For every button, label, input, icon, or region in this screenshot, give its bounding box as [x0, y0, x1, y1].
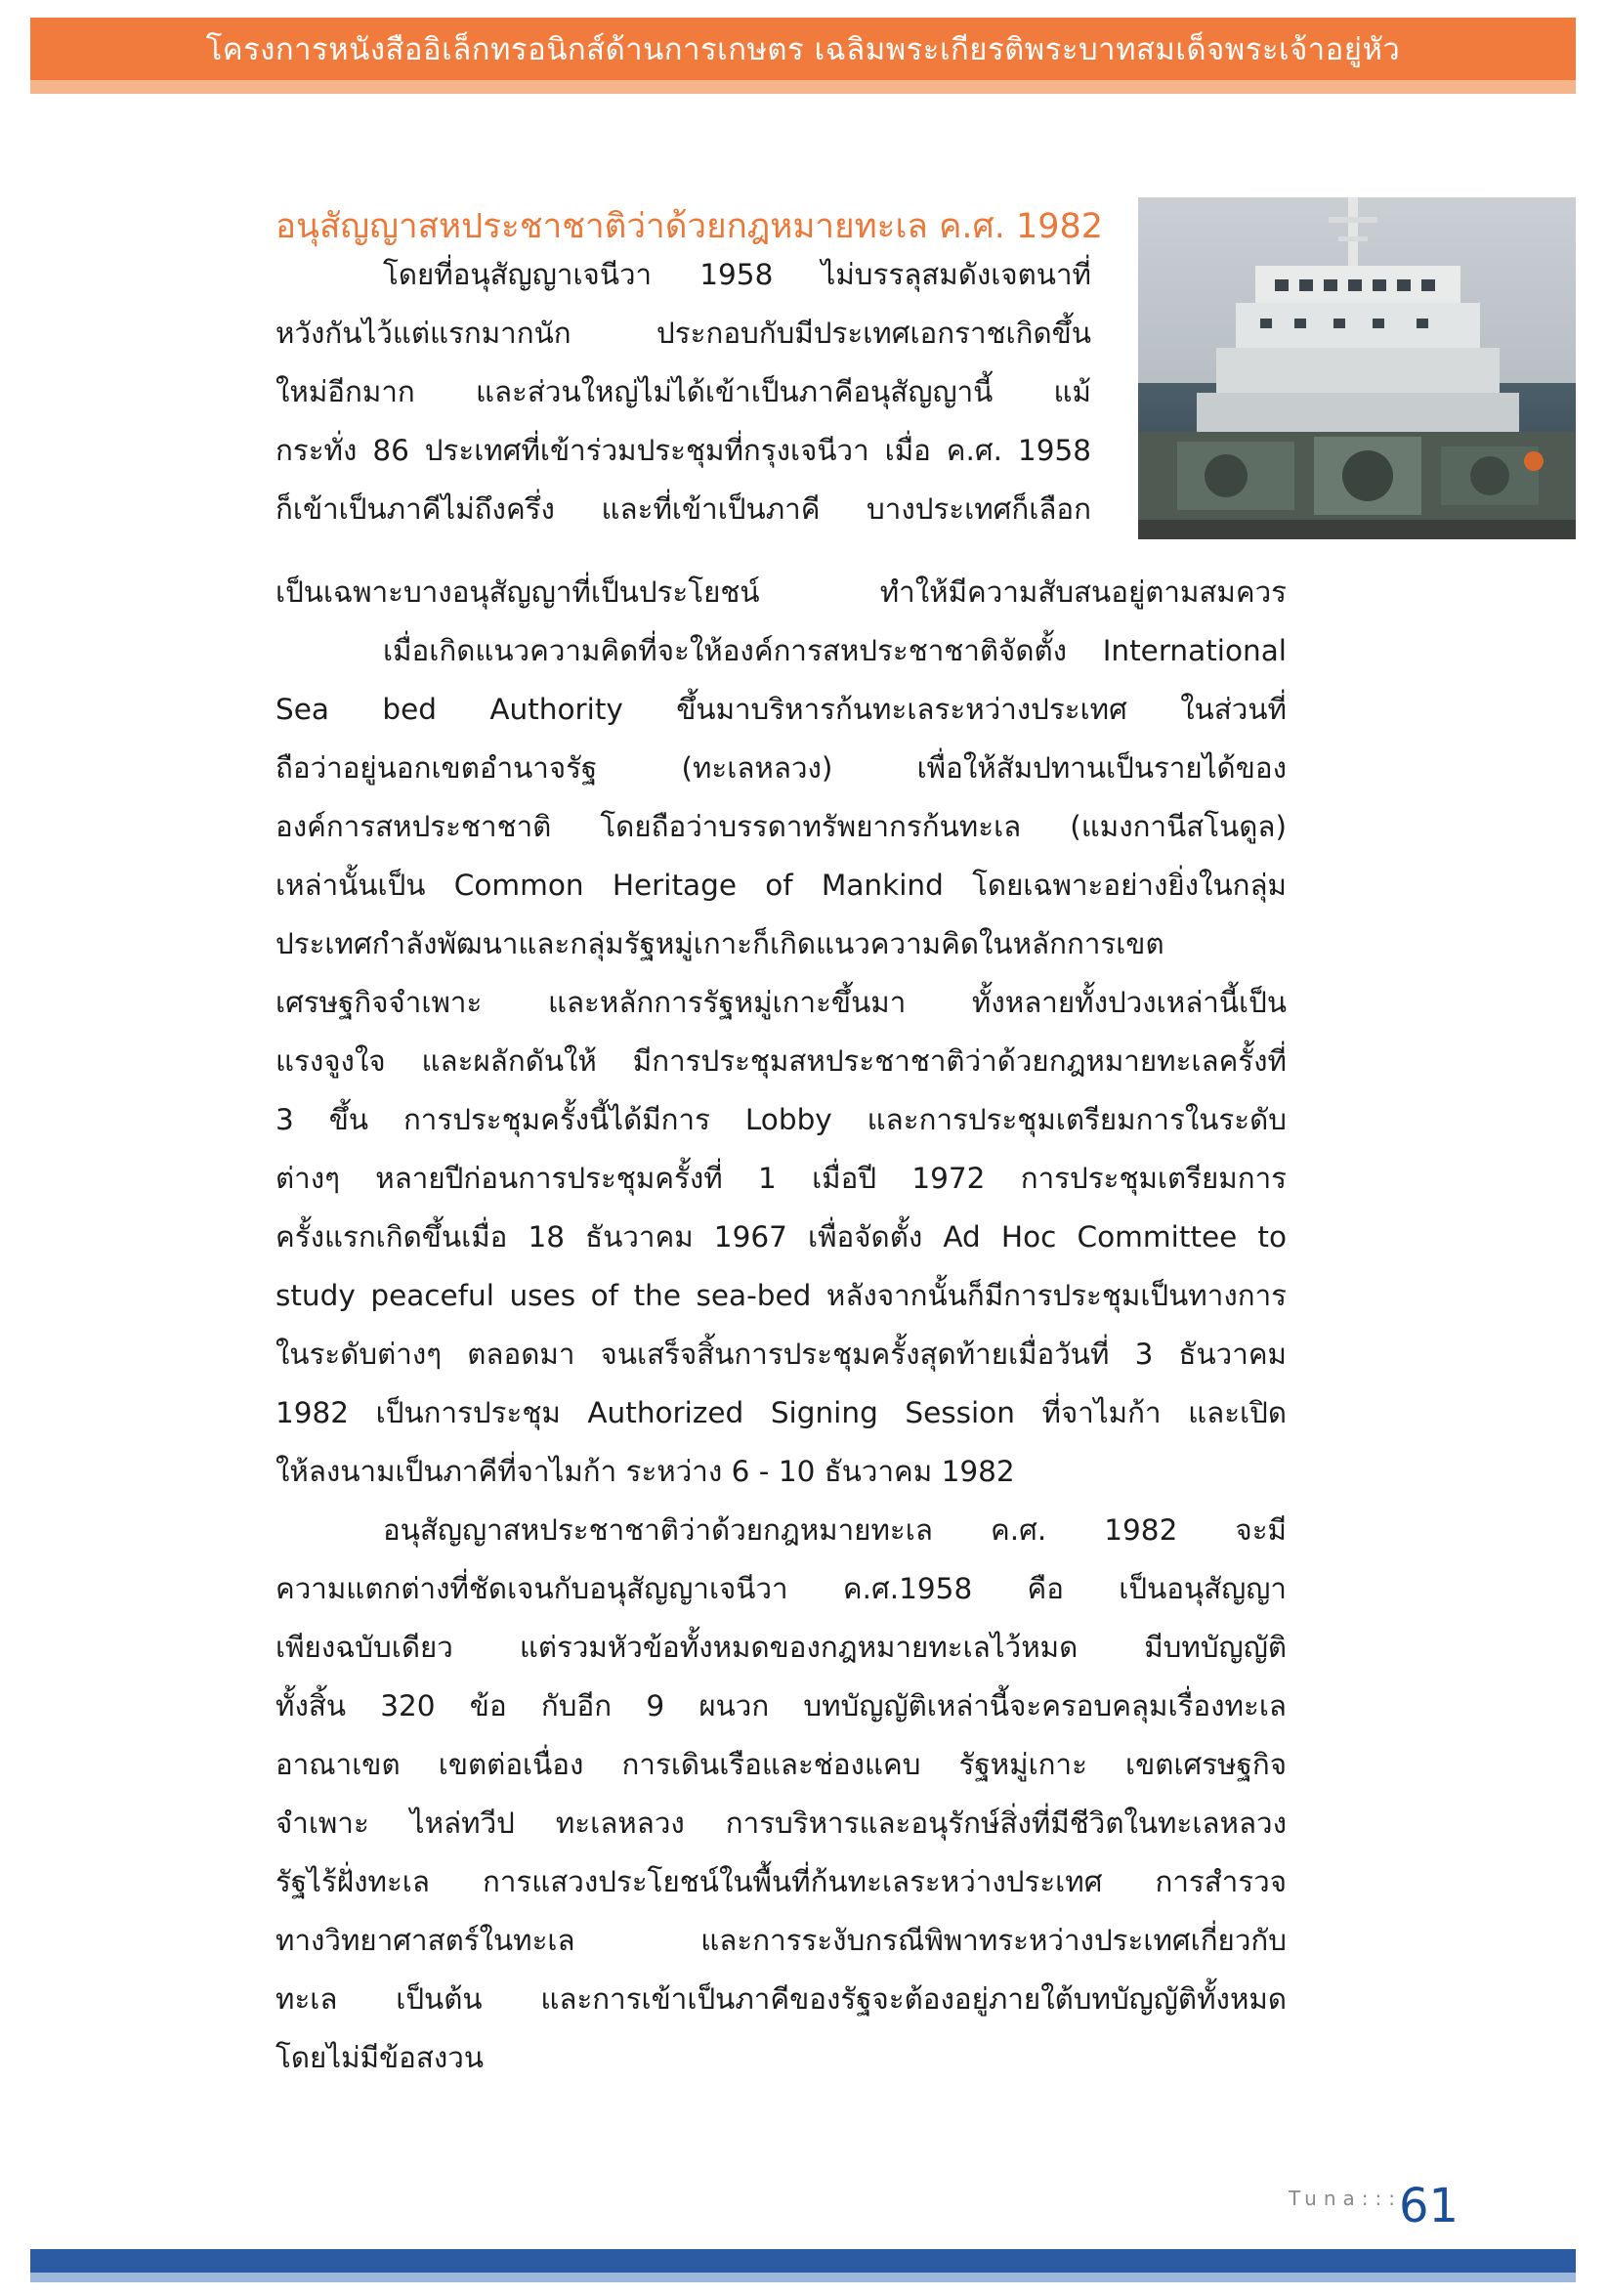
body-line: ต่างๆ หลายปีก่อนการประชุมครั้งที่ 1 เมื่อปี 1972 การประชุมเตรียมการ — [275, 1162, 1287, 1195]
body-line: เศรษฐกิจจำเพาะ และหลักการรัฐหมู่เกาะขึ้นมา ทั้งหลายทั้งปวงเหล่านี้เป็น — [275, 986, 1287, 1019]
body-line: กระทั่ง 86 ประเทศที่เข้าร่วมประชุมที่กรุงเจนีวา เมื่อ ค.ศ. 1958 — [275, 434, 1091, 467]
footer-label: Tuna::: — [1288, 2187, 1402, 2210]
body-line: ทั้งสิ้น 320 ข้อ กับอีก 9 ผนวก บทบัญญัติเหล่านี้จะครอบคลุมเรื่องทะเล — [275, 1689, 1287, 1722]
body-line: ทางวิทยาศาสตร์ในทะเล และการระงับกรณีพิพาทระหว่างประเทศเกี่ยวกับ — [275, 1924, 1287, 1957]
body-line: จำเพาะ ไหล่ทวีป ทะเลหลวง การบริหารและอนุรักษ์สิ่งที่มีชีวิตในทะเลหลวง — [275, 1807, 1287, 1840]
body-line: ให้ลงนามเป็นภาคีที่จาไมก้า ระหว่าง 6 - 10 ธันวาคม 1982 — [275, 1455, 1015, 1488]
body-line: ทะเล เป็นต้น และการเข้าเป็นภาคีของรัฐจะต้องอยู่ภายใต้บทบัญญัติทั้งหมด — [275, 1982, 1287, 2016]
body-line: อาณาเขต เขตต่อเนื่อง การเดินเรือและช่องแคบ รัฐหมู่เกาะ เขตเศรษฐกิจ — [275, 1748, 1287, 1781]
body-line: โดยไม่มีข้อสงวน — [275, 2041, 485, 2074]
body-line: ครั้งแรกเกิดขึ้นเมื่อ 18 ธันวาคม 1967 เพื่อจัดตั้ง Ad Hoc Committee to — [275, 1220, 1287, 1254]
body-line: รัฐไร้ฝั่งทะเล การแสวงประโยชน์ในพื้นที่ก้นทะเลระหว่างประเทศ การสำรวจ — [275, 1865, 1287, 1898]
body-line: 3 ขึ้น การประชุมครั้งนี้ได้มีการ Lobby และการประชุมเตรียมการในระดับ — [275, 1103, 1287, 1136]
body-line: โดยที่อนุสัญญาเจนีวา 1958 ไม่บรรลุสมดังเจตนาที่ — [383, 258, 1091, 291]
body-line: 1982 เป็นการประชุม Authorized Signing Session ที่จาไมก้า และเปิด — [275, 1396, 1287, 1429]
body-line: เหล่านั้นเป็น Common Heritage of Mankind โดยเฉพาะอย่างยิ่งในกลุ่ม — [275, 869, 1287, 902]
body-line: อนุสัญญาสหประชาชาติว่าด้วยกฎหมายทะเล ค.ศ. 1982 จะมี — [383, 1513, 1287, 1547]
body-line: ความแตกต่างที่ชัดเจนกับอนุสัญญาเจนีวา ค.ศ.1958 คือ เป็นอนุสัญญา — [275, 1572, 1287, 1605]
section-heading: อนุสัญญาสหประชาชาติว่าด้วยกฎหมายทะเล ค.ศ. 1982 — [275, 207, 1104, 246]
body-line: ก็เข้าเป็นภาคีไม่ถึงครึ่ง และที่เข้าเป็นภาคี บางประเทศก็เลือก — [275, 492, 1091, 526]
header-band-accent — [30, 80, 1576, 94]
body-line: แรงจูงใจ และผลักดันให้ มีการประชุมสหประชาชาติว่าด้วยกฎหมายทะเลครั้งที่ — [275, 1044, 1287, 1078]
body-line: เมื่อเกิดแนวความคิดที่จะให้องค์การสหประชาชาติจัดตั้ง International — [383, 634, 1287, 667]
body-line: เพียงฉบับเดียว แต่รวมหัวข้อทั้งหมดของกฎหมายทะเลไว้หมด มีบทบัญญัติ — [275, 1631, 1287, 1664]
body-line: หวังกันไว้แต่แรกมากนัก ประกอบกับมีประเทศเอกราชเกิดขึ้น — [275, 317, 1091, 350]
body-line: เป็นเฉพาะบางอนุสัญญาที่เป็นประโยชน์ ทำให้มีความสับสนอยู่ตามสมควร — [275, 575, 1287, 609]
page-number: 61 — [1399, 2179, 1460, 2233]
body-line: Sea bed Authority ขึ้นมาบริหารก้นทะเลระหว่างประเทศ ในส่วนที่ — [275, 693, 1287, 726]
ship-photo — [1138, 197, 1576, 539]
footer-band — [30, 2249, 1576, 2273]
body-line: องค์การสหประชาชาติ โดยถือว่าบรรดาทรัพยากรก้นทะเล (แมงกานีสโนดูล) — [275, 810, 1287, 843]
body-line: study peaceful uses of the sea-bed หลังจากนั้นก็มีการประชุมเป็นทางการ — [275, 1279, 1287, 1312]
header-title: โครงการหนังสืออิเล็กทรอนิกส์ด้านการเกษตร เฉลิมพระเกียรติพระบาทสมเด็จพระเจ้าอยู่หัว — [205, 32, 1401, 67]
footer-band-accent — [30, 2273, 1576, 2282]
body-line: ใหม่อีกมาก และส่วนใหญ่ไม่ได้เข้าเป็นภาคีอนุสัญญานี้ แม้ — [275, 375, 1091, 408]
body-line: ประเทศกำลังพัฒนาและกลุ่มรัฐหมู่เกาะก็เกิดแนวความคิดในหลักการเขต — [275, 927, 1164, 960]
body-line: ในระดับต่างๆ ตลอดมา จนเสร็จสิ้นการประชุมครั้งสุดท้ายเมื่อวันที่ 3 ธันวาคม — [275, 1338, 1287, 1371]
body-line: ถือว่าอยู่นอกเขตอำนาจรัฐ (ทะเลหลวง) เพื่อให้สัมปทานเป็นรายได้ของ — [275, 751, 1287, 785]
